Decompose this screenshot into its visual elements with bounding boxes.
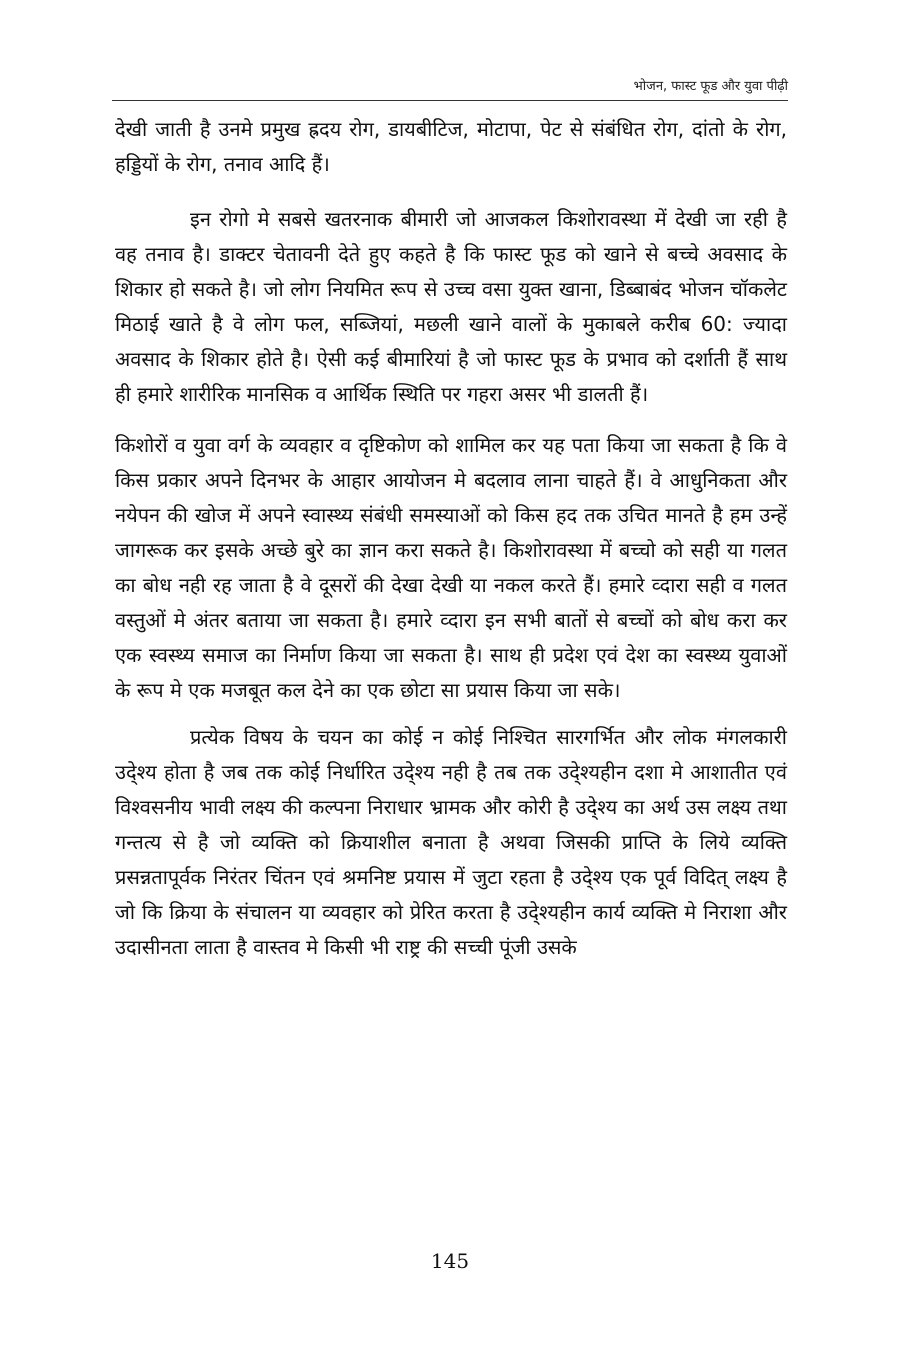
running-header-title: भोजन, फास्ट फूड और युवा पीढ़ी: [633, 79, 788, 94]
paragraph-4: प्रत्येक विषय के चयन का कोई न कोई निश्चित सारगर्भित और लोक मंगलकारी उदे्श्य होता है जब तक कोई निर्धारित उदे्श्य नही है तब तक उदे्श्यहीन दशा मे आशातीत एवं विश्वसनीय भावी लक्ष्य की कल्पना निराधार भ्रामक और कोरी है उदे्श्य का अर्थ उस लक्ष्य तथा गन्तत्य से है जो व्यक्ति को क्रियाशील बनाता है अथवा जिसकी प्राप्ति के लिये व्यक्ति प्रसन्नतापूर्वक निरंतर चिंतन एवं श्रमनिष्ट प्रयास में जुटा रहता है उदे्श्य एक पूर्व विदित् लक्ष्य है जो कि क्रिया के संचालन या व्यवहार को प्रेरित करता है उदे्श्यहीन कार्य व्यक्ति मे निराशा और उदासीनता लाता है वास्तव मे किसी भी राष्ट्र की सच्ची पूंजी उसके: [115, 725, 787, 959]
paragraph-3: किशोरों व युवा वर्ग के व्यवहार व दृष्टिकोण को शामिल कर यह पता किया जा सकता है कि वे किस प्रकार अपने दिनभर के आहार आयोजन मे बदलाव लाना चाहते हैं। वे आधुनिकता और नयेपन की खोज में अपने स्वास्थ्य संबंधी समस्याओं को किस हद तक उचित मानते है हम उन्हें जागरूक कर इसके अच्छे बुरे का ज्ञान करा सकते है। किशोरावस्था में बच्चो को सही या गलत का बोध नही रह जाता है वे दूसरों की देखा देखी या नकल करते हैं। हमारे व्दारा सही व गलत वस्तुओं मे अंतर बताया जा सकता है। हमारे व्दारा इन सभी बातों से बच्चों को बोध करा कर एक स्वस्थ्य समाज का निर्माण किया जा सकता है। साथ ही प्रदेश एवं देश का स्वस्थ्य युवाओं के रूप मे एक मजबूत कल देने का एक छोटा सा प्रयास किया जा सके।: [115, 433, 787, 702]
body-text: [115, 112, 787, 965]
paragraph-2: इन रोगो मे सबसे खतरनाक बीमारी जो आजकल किशोरावस्था में देखी जा रही है वह तनाव है। डाक्टर चेतावनी देते हुए कहते है कि फास्ट फूड को खाने से बच्चे अवसाद के शिकार हो सकते है। जो लोग नियमित रूप से उच्च वसा युक्त खाना, डिब्बाबंद भोजन चॉकलेट मिठाई खाते है वे लोग फल, सब्जियां, मछली खाने वालों के मुकाबले करीब 60: ज्यादा अवसाद के शिकार होते है। ऐसी कई बीमारियां है जो फास्ट फूड के प्रभाव को दर्शाती हैं साथ ही हमारे शारीरिक मानसिक व आर्थिक स्थिति पर गहरा असर भी डालती हैं।: [115, 207, 787, 406]
page-number: 145: [430, 1249, 470, 1273]
header-rule: [112, 100, 788, 101]
paragraph-1: देखी जाती है उनमे प्रमुख ह्रदय रोग, डायबीटिज, मोटापा, पेट से संबंधित रोग, दांतो के रोग, हड्डियों के रोग, तनाव आदि हैं।: [115, 117, 787, 176]
